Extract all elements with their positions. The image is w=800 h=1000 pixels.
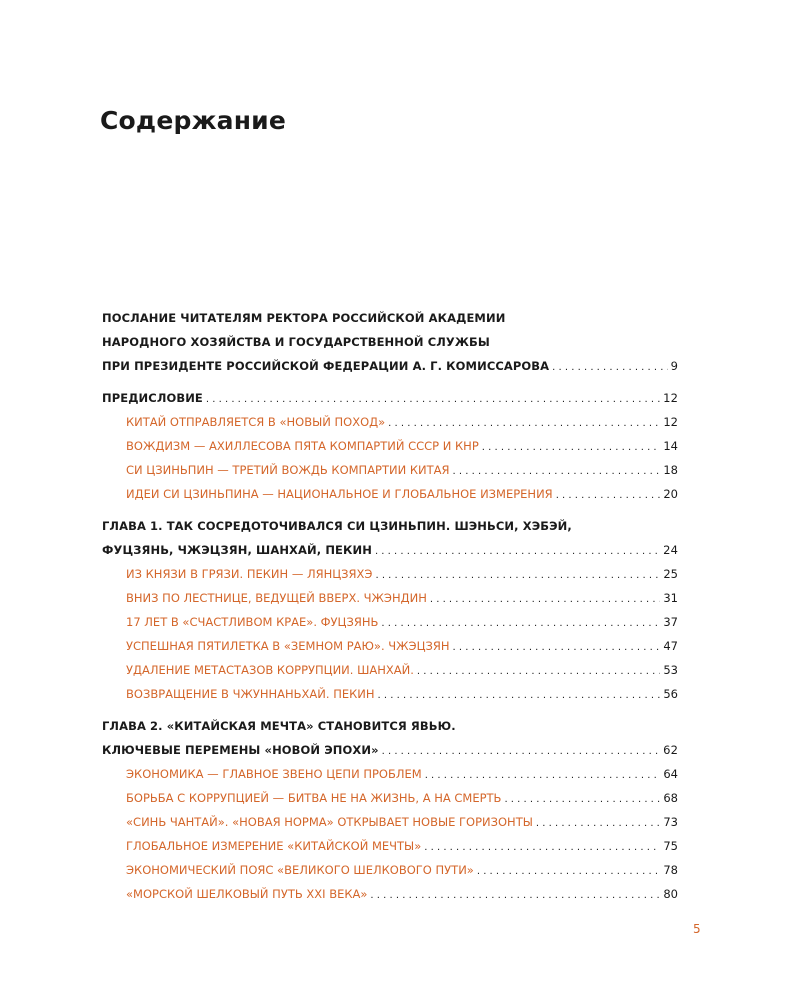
page-ref: 9 — [670, 359, 678, 373]
dot-leader — [382, 740, 661, 764]
dot-leader — [417, 660, 660, 684]
toc-subentry[interactable]: БОРЬБА С КОРРУПЦИЕЙ — БИТВА НЕ НА ЖИЗНЬ, А НА СМЕРТЬ . . . 68 — [102, 786, 678, 810]
page-ref: 31 — [663, 591, 678, 605]
page-ref: 18 — [663, 463, 678, 477]
toc-subentry[interactable]: ВОЖДИЗМ — АХИЛЛЕСОВА ПЯТА КОМПАРТИЙ СССР И КНР . . . 14 — [102, 434, 678, 458]
page-title: Содержание — [100, 106, 287, 135]
toc-subentry[interactable]: «МОРСКОЙ ШЕЛКОВЫЙ ПУТЬ XXI ВЕКА» . . . 80 — [102, 882, 678, 906]
page-ref: 64 — [663, 767, 678, 781]
dot-leader — [504, 788, 660, 812]
toc-entry-chapter1-line1: ГЛАВА 1. ТАК СОСРЕДОТОЧИВАЛСЯ СИ ЦЗИНЬПИН. ШЭНЬСИ, ХЭБЭЙ, — [102, 519, 572, 533]
page-ref: 73 — [663, 815, 678, 829]
page-ref: 80 — [663, 887, 678, 901]
page-ref: 78 — [663, 863, 678, 877]
dot-leader — [375, 564, 660, 588]
page-ref: 20 — [663, 487, 678, 501]
page-number: 5 — [693, 922, 701, 936]
page-ref: 47 — [663, 639, 678, 653]
page-ref: 12 — [663, 415, 678, 429]
dot-leader — [425, 764, 661, 788]
dot-leader — [453, 636, 661, 660]
toc-entry-message[interactable]: ПРИ ПРЕЗИДЕНТЕ РОССИЙСКОЙ ФЕДЕРАЦИИ А. Г. КОМИССАРОВА . . . 9 — [102, 354, 678, 378]
dot-leader — [477, 860, 661, 884]
page-ref: 62 — [663, 743, 678, 757]
toc-subentry[interactable]: СИ ЦЗИНЬПИН — ТРЕТИЙ ВОЖДЬ КОМПАРТИИ КИТАЯ . . . 18 — [102, 458, 678, 482]
toc-subentry[interactable]: ВОЗВРАЩЕНИЕ В ЧЖУННАНЬХАЙ. ПЕКИН . . . 56 — [102, 682, 678, 706]
page-ref: 56 — [663, 687, 678, 701]
page-ref: 14 — [663, 439, 678, 453]
toc-entry-chapter2-line1: ГЛАВА 2. «КИТАЙСКАЯ МЕЧТА» СТАНОВИТСЯ ЯВЬЮ. — [102, 719, 456, 733]
dot-leader — [482, 436, 661, 460]
dot-leader — [370, 884, 660, 908]
toc-entry-chapter2[interactable]: КЛЮЧЕВЫЕ ПЕРЕМЕНЫ «НОВОЙ ЭПОХИ» . . . 62 — [102, 738, 678, 762]
toc-subentry[interactable]: ВНИЗ ПО ЛЕСТНИЦЕ, ВЕДУЩЕЙ ВВЕРХ. ЧЖЭНДИН . . . 31 — [102, 586, 678, 610]
dot-leader — [381, 612, 660, 636]
dot-leader — [430, 588, 661, 612]
toc-subentry[interactable]: ЭКОНОМИКА — ГЛАВНОЕ ЗВЕНО ЦЕПИ ПРОБЛЕМ . . . 64 — [102, 762, 678, 786]
dot-leader — [552, 356, 667, 380]
toc-subentry[interactable]: ИДЕИ СИ ЦЗИНЬПИНА — НАЦИОНАЛЬНОЕ И ГЛОБАЛЬНОЕ ИЗМЕРЕНИЯ . . . 20 — [102, 482, 678, 506]
toc-entry-chapter1[interactable]: ФУЦЗЯНЬ, ЧЖЭЦЗЯН, ШАНХАЙ, ПЕКИН . . . 24 — [102, 538, 678, 562]
dot-leader — [536, 812, 660, 836]
dot-leader — [378, 684, 661, 708]
dot-leader — [375, 540, 660, 564]
toc-subentry[interactable]: УДАЛЕНИЕ МЕТАСТАЗОВ КОРРУПЦИИ. ШАНХАЙ. . . . 53 — [102, 658, 678, 682]
page-ref: 24 — [663, 543, 678, 557]
page-ref: 75 — [663, 839, 678, 853]
dot-leader — [424, 836, 660, 860]
toc-entry-preface[interactable]: ПРЕДИСЛОВИЕ . . . 12 — [102, 386, 678, 410]
toc-entry-message-line2: НАРОДНОГО ХОЗЯЙСТВА И ГОСУДАРСТВЕННОЙ СЛУЖБЫ — [102, 335, 490, 349]
page-ref: 25 — [663, 567, 678, 581]
toc-entry-message-line1: ПОСЛАНИЕ ЧИТАТЕЛЯМ РЕКТОРА РОССИЙСКОЙ АКАДЕМИИ — [102, 311, 506, 325]
page-ref: 12 — [663, 391, 678, 405]
dot-leader — [206, 388, 660, 412]
table-of-contents — [102, 306, 678, 906]
toc-subentry[interactable]: ИЗ КНЯЗИ В ГРЯЗИ. ПЕКИН — ЛЯНЦЗЯХЭ . . . 25 — [102, 562, 678, 586]
toc-subentry[interactable]: ЭКОНОМИЧЕСКИЙ ПОЯС «ВЕЛИКОГО ШЕЛКОВОГО ПУТИ» . . . 78 — [102, 858, 678, 882]
dot-leader — [388, 412, 660, 436]
dot-leader — [453, 460, 661, 484]
toc-subentry[interactable]: «СИНЬ ЧАНТАЙ». «НОВАЯ НОРМА» ОТКРЫВАЕТ НОВЫЕ ГОРИЗОНТЫ . . . 73 — [102, 810, 678, 834]
toc-subentry[interactable]: 17 ЛЕТ В «СЧАСТЛИВОМ КРАЕ». ФУЦЗЯНЬ . . . 37 — [102, 610, 678, 634]
page-ref: 53 — [663, 663, 678, 677]
toc-subentry[interactable]: КИТАЙ ОТПРАВЛЯЕТСЯ В «НОВЫЙ ПОХОД» . . . 12 — [102, 410, 678, 434]
toc-subentry[interactable]: ГЛОБАЛЬНОЕ ИЗМЕРЕНИЕ «КИТАЙСКОЙ МЕЧТЫ» . . . 75 — [102, 834, 678, 858]
page-ref: 68 — [663, 791, 678, 805]
page-ref: 37 — [663, 615, 678, 629]
toc-subentry[interactable]: УСПЕШНАЯ ПЯТИЛЕТКА В «ЗЕМНОМ РАЮ». ЧЖЭЦЗЯН . . . 47 — [102, 634, 678, 658]
dot-leader — [556, 484, 661, 508]
